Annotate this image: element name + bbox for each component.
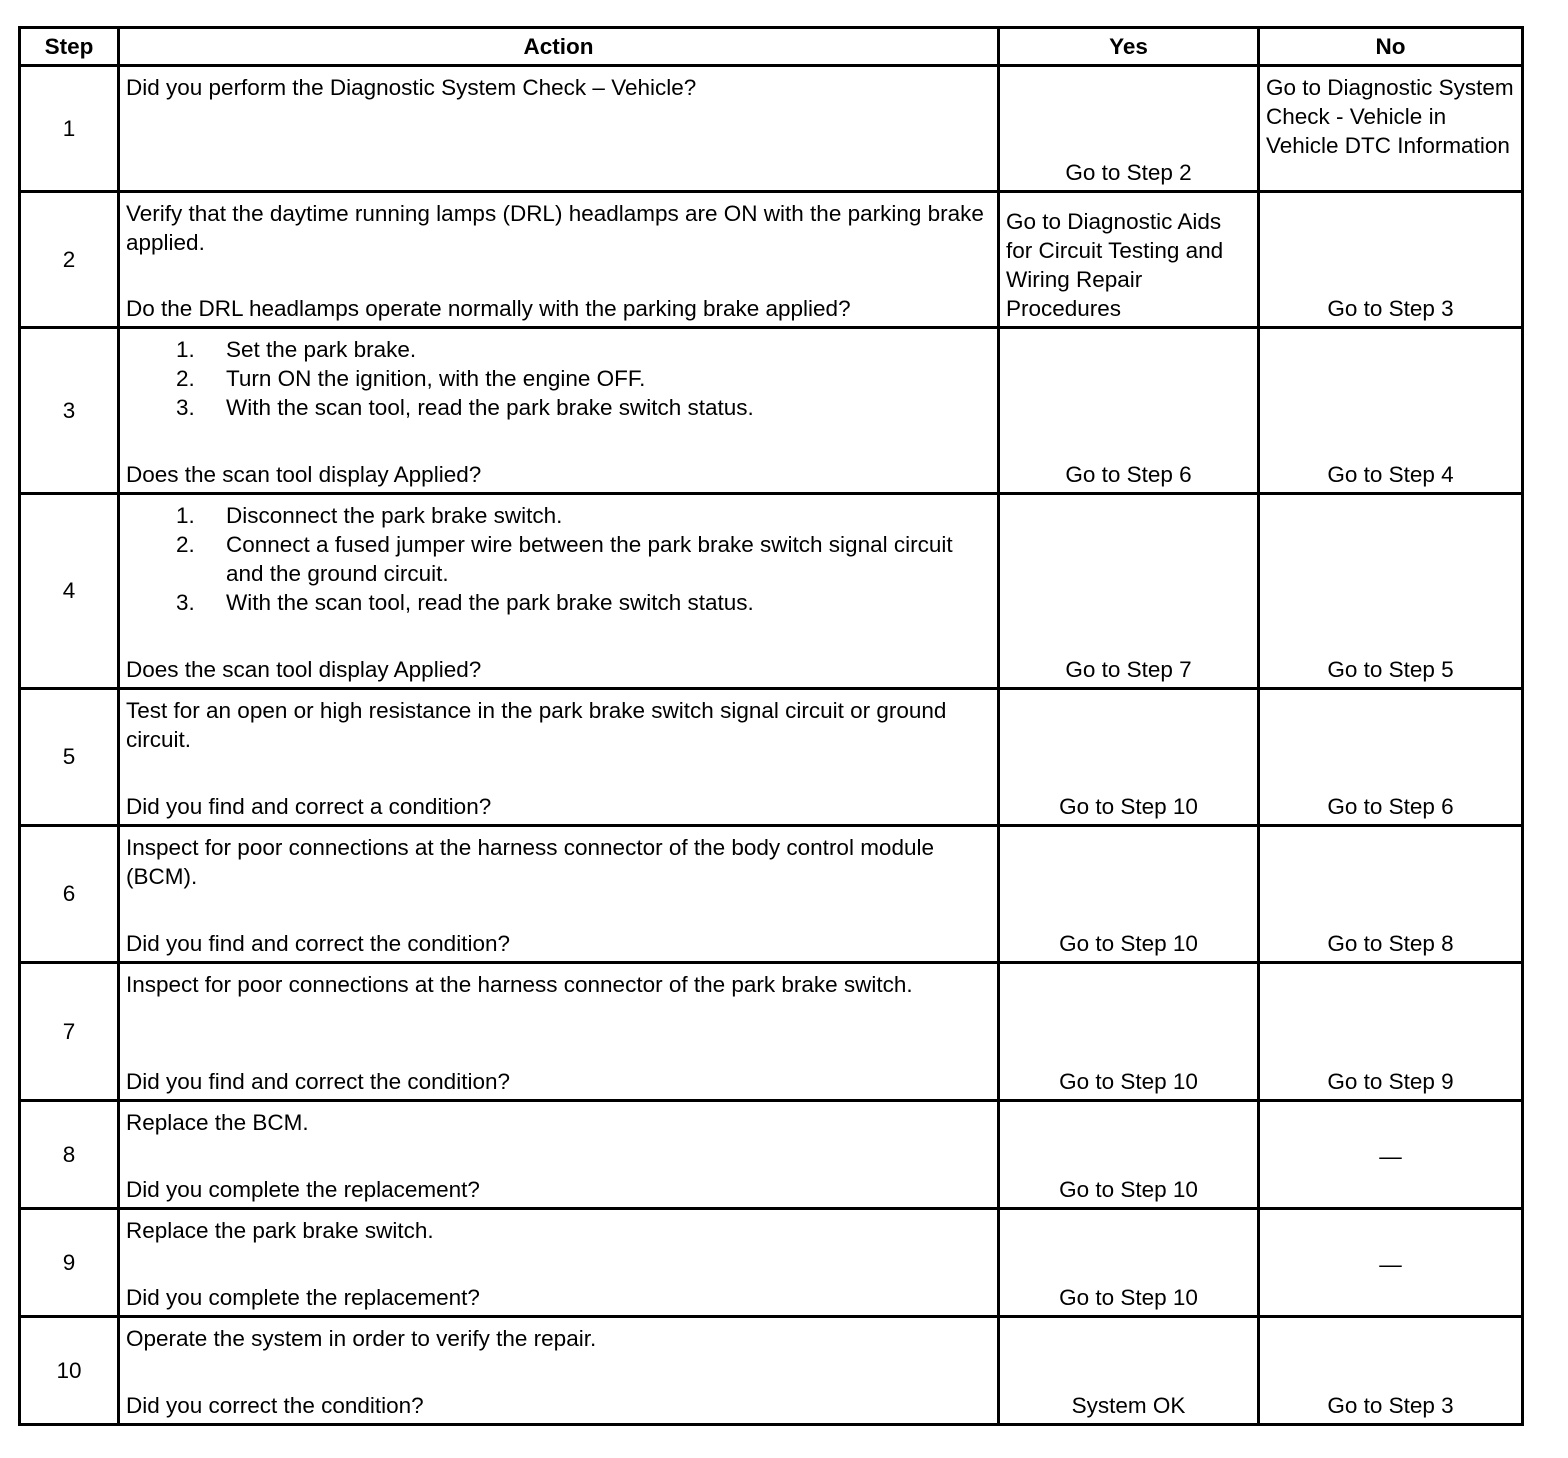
action-steps-list — [126, 501, 991, 617]
step-number: 3 — [20, 328, 119, 494]
no-action: Go to Diagnostic System Check - Vehicle in Vehicle DTC Information — [1266, 75, 1514, 158]
step-number: 9 — [20, 1209, 119, 1317]
yes-action: Go to Step 10 — [1059, 931, 1198, 956]
no-cell — [1259, 494, 1523, 689]
table-row — [20, 66, 1523, 192]
no-cell — [1259, 192, 1523, 328]
yes-cell — [999, 963, 1259, 1101]
step-number: 7 — [20, 963, 119, 1101]
no-cell — [1259, 826, 1523, 963]
header-action: Action — [119, 28, 999, 66]
no-action: — — [1379, 1143, 1402, 1169]
action-question: Do the DRL headlamps operate normally with the parking brake applied? — [126, 296, 851, 321]
action-step-item: Set the park brake. — [226, 337, 417, 362]
action-step-item: Turn ON the ignition, with the engine OFF. — [226, 366, 646, 391]
action-question: Did you complete the replacement? — [126, 1285, 480, 1310]
yes-action: Go to Step 7 — [1065, 657, 1192, 682]
no-cell — [1259, 1317, 1523, 1425]
table-row — [20, 192, 1523, 328]
no-action: Go to Step 5 — [1327, 657, 1454, 682]
no-action: Go to Step 9 — [1327, 1069, 1454, 1094]
yes-cell — [999, 1101, 1259, 1209]
step-number: 10 — [20, 1317, 119, 1425]
yes-action: Go to Diagnostic Aids for Circuit Testing and Wiring Repair Procedures — [1006, 209, 1224, 321]
no-cell — [1259, 963, 1523, 1101]
yes-cell — [999, 192, 1259, 328]
step-number: 5 — [20, 689, 119, 826]
yes-cell — [999, 328, 1259, 494]
step-number: 6 — [20, 826, 119, 963]
step-number: 1 — [20, 66, 119, 192]
no-cell — [1259, 1101, 1523, 1209]
yes-action: Go to Step 10 — [1059, 1069, 1198, 1094]
action-cell — [119, 494, 999, 689]
yes-cell — [999, 826, 1259, 963]
yes-action: Go to Step 10 — [1059, 1285, 1198, 1310]
action-text: Inspect for poor connections at the harness connector of the body control module (BCM). — [126, 835, 934, 889]
no-cell — [1259, 1209, 1523, 1317]
yes-cell — [999, 66, 1259, 192]
action-cell — [119, 1317, 999, 1425]
no-action: Go to Step 3 — [1327, 296, 1454, 321]
header-no: No — [1259, 28, 1523, 66]
action-question: Does the scan tool display Applied? — [126, 657, 482, 682]
table-row — [20, 689, 1523, 826]
no-action: Go to Step 4 — [1327, 462, 1454, 487]
diagnostic-table — [18, 26, 1524, 1426]
action-steps-list — [126, 335, 991, 422]
action-text: Verify that the daytime running lamps (DRL) headlamps are ON with the parking brake applied. — [126, 201, 984, 255]
action-text: Replace the BCM. — [126, 1110, 309, 1135]
no-action: Go to Step 8 — [1327, 931, 1454, 956]
yes-cell — [999, 494, 1259, 689]
action-cell — [119, 689, 999, 826]
no-action: Go to Step 6 — [1327, 794, 1454, 819]
yes-action: Go to Step 6 — [1065, 462, 1192, 487]
action-cell — [119, 963, 999, 1101]
action-cell — [119, 1101, 999, 1209]
no-cell — [1259, 689, 1523, 826]
action-step-item: Disconnect the park brake switch. — [226, 503, 563, 528]
header-yes: Yes — [999, 28, 1259, 66]
action-text: Operate the system in order to verify the repair. — [126, 1326, 597, 1351]
no-action: — — [1379, 1251, 1402, 1277]
yes-action: System OK — [1071, 1393, 1186, 1418]
table-row — [20, 328, 1523, 494]
yes-cell — [999, 1317, 1259, 1425]
action-cell — [119, 826, 999, 963]
action-cell — [119, 328, 999, 494]
action-cell — [119, 1209, 999, 1317]
action-cell — [119, 192, 999, 328]
action-question: Did you find and correct the condition? — [126, 931, 510, 956]
table-row — [20, 1209, 1523, 1317]
table-row — [20, 963, 1523, 1101]
header-row — [20, 28, 1523, 66]
no-action: Go to Step 3 — [1327, 1393, 1454, 1418]
action-question: Did you correct the condition? — [126, 1393, 424, 1418]
step-number: 4 — [20, 494, 119, 689]
yes-action: Go to Step 10 — [1059, 1177, 1198, 1202]
action-question: Did you complete the replacement? — [126, 1177, 480, 1202]
yes-action: Go to Step 10 — [1059, 794, 1198, 819]
action-step-item: Connect a fused jumper wire between the park brake switch signal circuit and the ground circuit. — [226, 532, 953, 586]
table-row — [20, 1317, 1523, 1425]
action-text: Replace the park brake switch. — [126, 1218, 434, 1243]
no-cell — [1259, 328, 1523, 494]
action-cell — [119, 66, 999, 192]
action-text: Test for an open or high resistance in the park brake switch signal circuit or ground circuit. — [126, 698, 947, 752]
action-text: Did you perform the Diagnostic System Check – Vehicle? — [126, 75, 697, 100]
table-row — [20, 1101, 1523, 1209]
action-text: Inspect for poor connections at the harness connector of the park brake switch. — [126, 972, 913, 997]
action-step-item: With the scan tool, read the park brake switch status. — [226, 395, 754, 420]
header-step: Step — [20, 28, 119, 66]
no-cell — [1259, 66, 1523, 192]
step-number: 2 — [20, 192, 119, 328]
yes-action: Go to Step 2 — [1065, 160, 1192, 185]
action-question: Does the scan tool display Applied? — [126, 462, 482, 487]
action-step-item: With the scan tool, read the park brake switch status. — [226, 590, 754, 615]
table-row — [20, 826, 1523, 963]
table-row — [20, 494, 1523, 689]
step-number: 8 — [20, 1101, 119, 1209]
yes-cell — [999, 689, 1259, 826]
yes-cell — [999, 1209, 1259, 1317]
action-question: Did you find and correct a condition? — [126, 794, 492, 819]
action-question: Did you find and correct the condition? — [126, 1069, 510, 1094]
